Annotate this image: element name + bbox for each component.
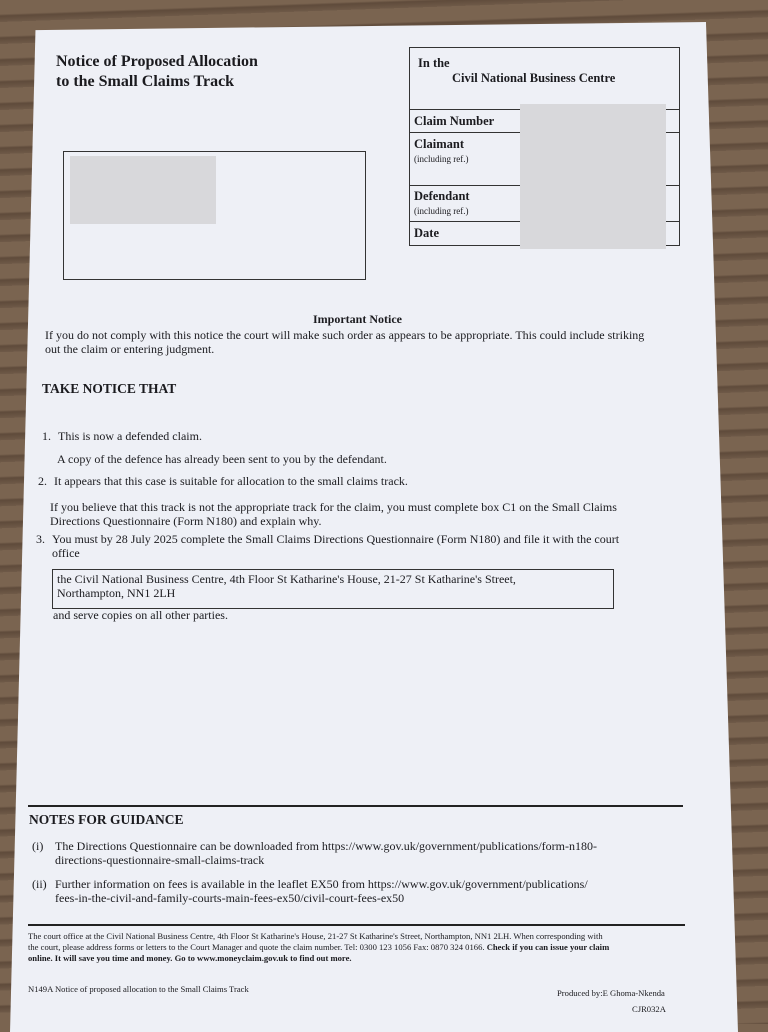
item-3-number: 3. (36, 532, 45, 546)
redacted-claim-details (520, 104, 666, 249)
footer-line-2-bold: Check if you can issue your claim (486, 942, 610, 952)
court-name: Civil National Business Centre (452, 71, 616, 85)
footer-line-3: online. It will save you time and money. Go to www.moneyclaim.gov.uk to find out more. (28, 953, 352, 963)
item-1-text: This is now a defended claim. (58, 429, 202, 443)
date-label: Date (414, 226, 439, 240)
item-2-number: 2. (38, 474, 47, 488)
item-2-text: It appears that this case is suitable for allocation to the small claims track. (54, 474, 408, 488)
note-2-line-1: Further information on fees is available in the leaflet EX50 from https://www.gov.uk/government/publications/ (55, 877, 588, 891)
item-3-line-2: office (52, 546, 80, 560)
important-notice-heading: Important Notice (313, 312, 402, 326)
title-line-2: to the Small Claims Track (56, 73, 235, 90)
footer-line-1: The court office at the Civil National Business Centre, 4th Floor St Katharine's House, 21-27 St Katharine's Street, Northampton, NN1 2LH. When corresponding with (28, 931, 603, 941)
form-reference: N149A Notice of proposed allocation to the Small Claims Track (28, 984, 249, 994)
notes-heading: NOTES FOR GUIDANCE (29, 812, 184, 827)
item-1-subtext: A copy of the defence has already been sent to you by the defendant. (57, 452, 387, 466)
note-2-line-2: fees-in-the-civil-and-family-courts-main-fees-ex50/civil-court-fees-ex50 (55, 891, 405, 905)
claimant-ref-note: (including ref.) (414, 154, 469, 164)
title-line-1: Notice of Proposed Allocation (56, 53, 258, 70)
note-2-number: (ii) (32, 877, 47, 891)
note-1-line-2: directions-questionnaire-small-claims-track (55, 853, 265, 867)
item-3-line-1: You must by 28 July 2025 complete the Small Claims Directions Questionnaire (Form N180) and file it with the court (52, 532, 620, 546)
court-address-line-2: Northampton, NN1 2LH (57, 586, 176, 600)
claimant-label: Claimant (414, 137, 464, 151)
item-1-number: 1. (42, 429, 51, 443)
take-notice-heading: TAKE NOTICE THAT (42, 381, 177, 396)
important-notice-line-1: If you do not comply with this notice the court will make such order as appears to be appropriate. This could include striking (45, 328, 645, 342)
note-1-line-1: The Directions Questionnaire can be downloaded from https://www.gov.uk/government/publications/form-n180- (55, 839, 597, 853)
court-details-box (409, 47, 680, 246)
produced-by: Produced by:E Ghoma-Nkenda (557, 988, 665, 998)
form-code: CJR032A (632, 1004, 666, 1014)
footer-line-2: the court, please address forms or letters to the Court Manager and quote the claim number. Tel: 0300 123 1056 Fax: 0870 324 0166. (28, 942, 485, 952)
claim-number-label: Claim Number (414, 114, 495, 128)
note-1-number: (i) (32, 839, 44, 853)
important-notice-line-2: out the claim or entering judgment. (45, 342, 215, 356)
court-address-box (52, 569, 614, 609)
form-title (56, 52, 258, 92)
in-the-label: In the (418, 56, 450, 70)
footer-court-info (28, 931, 693, 964)
court-address-line-1: the Civil National Business Centre, 4th Floor St Katharine's House, 21-27 St Katharine's Street, (57, 572, 516, 586)
defendant-label: Defendant (414, 189, 470, 203)
item-2-subtext-1: If you believe that this track is not the appropriate track for the claim, you must complete box C1 on the Small Claims (50, 500, 617, 514)
recipient-address-box (63, 151, 366, 280)
serve-copies-text: and serve copies on all other parties. (53, 608, 228, 622)
redacted-address (70, 156, 216, 224)
notes-divider (28, 805, 683, 807)
footer-divider (28, 924, 685, 926)
defendant-ref-note: (including ref.) (414, 206, 469, 216)
item-2-subtext-2: Directions Questionnaire (Form N180) and explain why. (50, 514, 322, 528)
